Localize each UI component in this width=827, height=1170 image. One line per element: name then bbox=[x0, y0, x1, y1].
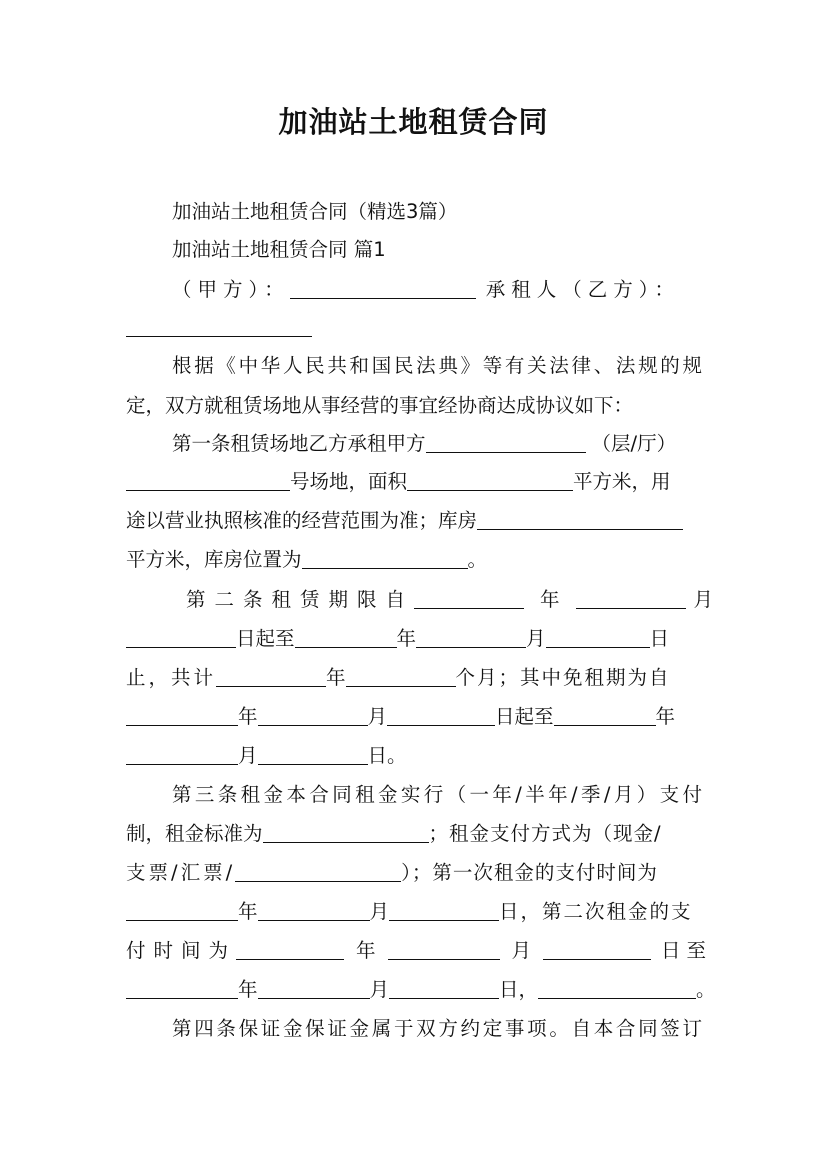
article-1-blank-area[interactable] bbox=[407, 468, 573, 491]
article-2-month-5: 月 bbox=[238, 744, 258, 767]
article-3-text-h: 日至 bbox=[661, 939, 713, 962]
article-2-month-4: 月 bbox=[367, 705, 388, 728]
article-3-blank-rent-standard[interactable] bbox=[263, 820, 429, 843]
article-3-blank-end-year[interactable] bbox=[126, 976, 238, 999]
article-3-blank-second-month[interactable] bbox=[388, 937, 500, 960]
article-2-blank-free-end-month[interactable] bbox=[126, 742, 238, 765]
article-3-text-g: 付时间为 bbox=[126, 939, 237, 962]
party-a-blank[interactable] bbox=[290, 276, 476, 299]
article-4-line-1 bbox=[172, 1014, 702, 1044]
article-3-blank-first-month[interactable] bbox=[258, 898, 370, 921]
article-2-line-2 bbox=[126, 624, 702, 654]
article-1-text-g: 。 bbox=[467, 548, 488, 571]
article-4-text-a: 第四条保证金保证金属于双方约定事项。自本合同签订 bbox=[172, 1017, 702, 1040]
article-1-blank-number[interactable] bbox=[126, 468, 290, 491]
article-2-blank-total-years[interactable] bbox=[216, 664, 326, 687]
article-1-line-2 bbox=[126, 467, 702, 497]
article-3-blank-second-day[interactable] bbox=[543, 937, 651, 960]
article-2-year-5: 年 bbox=[655, 705, 676, 728]
article-3-month-1: 月 bbox=[369, 900, 390, 923]
section-heading-line bbox=[172, 235, 702, 265]
article-3-text-d: 支票/汇票/ bbox=[126, 861, 236, 884]
article-2-blank-free-start-month[interactable] bbox=[258, 703, 368, 726]
party-b-blank-line bbox=[126, 313, 702, 343]
article-2-line-5 bbox=[126, 741, 702, 771]
article-2-blank-total-months[interactable] bbox=[346, 664, 456, 687]
article-2-blank-start-month[interactable] bbox=[576, 586, 686, 609]
article-3-blank-end-day[interactable] bbox=[389, 976, 499, 999]
article-3-line-1 bbox=[172, 780, 702, 810]
article-3-blank-end-amount[interactable] bbox=[538, 976, 696, 999]
article-2-month-1: 月 bbox=[693, 588, 714, 611]
article-2-line-4 bbox=[126, 702, 702, 732]
article-3-text-e: ）；第一次租金的支付时间为 bbox=[401, 861, 658, 884]
subtitle-line bbox=[172, 197, 702, 227]
article-3-line-4 bbox=[126, 897, 702, 927]
article-3-text-j: 。 bbox=[696, 978, 716, 1001]
article-3-month-2: 月 bbox=[511, 939, 532, 962]
article-2-year-2: 年 bbox=[396, 627, 417, 650]
article-2-line-1 bbox=[186, 585, 714, 615]
article-1-text-b: （层/厅） bbox=[591, 432, 677, 455]
article-3-year-3: 年 bbox=[238, 978, 258, 1001]
article-2-blank-end-year[interactable] bbox=[295, 625, 397, 648]
article-3-text-f: 日，第二次租金的支 bbox=[499, 900, 693, 923]
article-2-year-3: 年 bbox=[326, 666, 346, 689]
article-3-year-1: 年 bbox=[238, 900, 258, 923]
article-3-line-3 bbox=[126, 858, 702, 888]
article-2-text-c: 止，共计 bbox=[126, 666, 217, 689]
basis-line-1 bbox=[172, 351, 702, 381]
article-3-text-c: ；租金支付方式为（现金/ bbox=[428, 822, 662, 845]
article-2-text-b: 日起至 bbox=[236, 627, 295, 650]
article-2-blank-end-month[interactable] bbox=[416, 625, 526, 648]
party-a-label: （甲方）： bbox=[172, 278, 290, 301]
basis-text-1: 根据《中华人民共和国民法典》等有关法律、法规的规 bbox=[172, 354, 702, 377]
article-1-blank-storage-location[interactable] bbox=[302, 546, 468, 569]
article-2-blank-free-end-day[interactable] bbox=[258, 742, 368, 765]
article-1-text-d: 平方米，用 bbox=[573, 470, 671, 493]
article-2-text-d: 个月；其中免租期为自 bbox=[455, 666, 671, 689]
article-3-line-2 bbox=[126, 819, 702, 849]
article-1-text-e: 途以营业执照核准的经营范围为准；库房 bbox=[126, 509, 478, 532]
article-3-text-b: 制，租金标准为 bbox=[126, 822, 263, 845]
basis-text-2: 定，双方就租赁场地从事经营的事宜经协商达成协议如下： bbox=[126, 394, 634, 417]
article-1-line-4 bbox=[126, 545, 702, 575]
article-1-blank-floor[interactable] bbox=[426, 430, 586, 453]
article-2-text-a: 第二条租赁期限自 bbox=[186, 588, 415, 611]
article-2-text-e: 日起至 bbox=[495, 705, 554, 728]
article-3-line-6 bbox=[126, 975, 716, 1005]
document-title: 加油站土地租赁合同 bbox=[278, 105, 549, 139]
article-1-text-c: 号场地，面积 bbox=[290, 470, 408, 493]
article-2-line-3 bbox=[126, 663, 702, 693]
article-1-line-3 bbox=[126, 506, 702, 536]
article-3-blank-end-month[interactable] bbox=[258, 976, 370, 999]
article-2-year-1: 年 bbox=[540, 588, 560, 611]
article-3-month-3: 月 bbox=[369, 978, 390, 1001]
section-heading-text: 加油站土地租赁合同 篇1 bbox=[172, 238, 386, 261]
article-2-blank-end-day[interactable] bbox=[546, 625, 650, 648]
article-3-text-i: 日， bbox=[499, 978, 539, 1001]
article-2-text-f: 日。 bbox=[367, 744, 407, 767]
article-3-text-a: 第三条租金本合同租金实行（一年/半年/季/月）支付 bbox=[172, 783, 702, 806]
article-2-blank-start-year[interactable] bbox=[414, 586, 524, 609]
article-3-blank-first-year[interactable] bbox=[126, 898, 238, 921]
article-3-year-2: 年 bbox=[356, 939, 376, 962]
article-2-day-2: 日 bbox=[649, 627, 670, 650]
article-3-blank-payment-other[interactable] bbox=[235, 859, 401, 882]
article-2-year-4: 年 bbox=[238, 705, 258, 728]
subtitle-text: 加油站土地租赁合同（精选3篇） bbox=[172, 200, 458, 223]
party-b-label: 承租人（乙方）： bbox=[485, 278, 681, 301]
article-2-blank-free-start-day[interactable] bbox=[387, 703, 495, 726]
article-1-text-f: 平方米，库房位置为 bbox=[126, 548, 302, 571]
article-3-blank-second-year[interactable] bbox=[236, 937, 344, 960]
article-2-blank-start-day[interactable] bbox=[126, 625, 236, 648]
article-3-blank-first-day[interactable] bbox=[389, 898, 499, 921]
basis-line-2 bbox=[126, 391, 702, 421]
article-1-line-1 bbox=[172, 429, 702, 459]
article-1-blank-storage[interactable] bbox=[477, 507, 683, 530]
article-3-line-5 bbox=[126, 936, 713, 966]
article-2-blank-free-start-year[interactable] bbox=[126, 703, 238, 726]
article-2-month-2: 月 bbox=[526, 627, 546, 650]
party-b-blank[interactable] bbox=[126, 314, 312, 337]
article-1-text-a: 第一条租赁场地乙方承租甲方 bbox=[172, 432, 426, 455]
parties-line bbox=[172, 275, 702, 305]
article-2-blank-free-end-year[interactable] bbox=[554, 703, 656, 726]
